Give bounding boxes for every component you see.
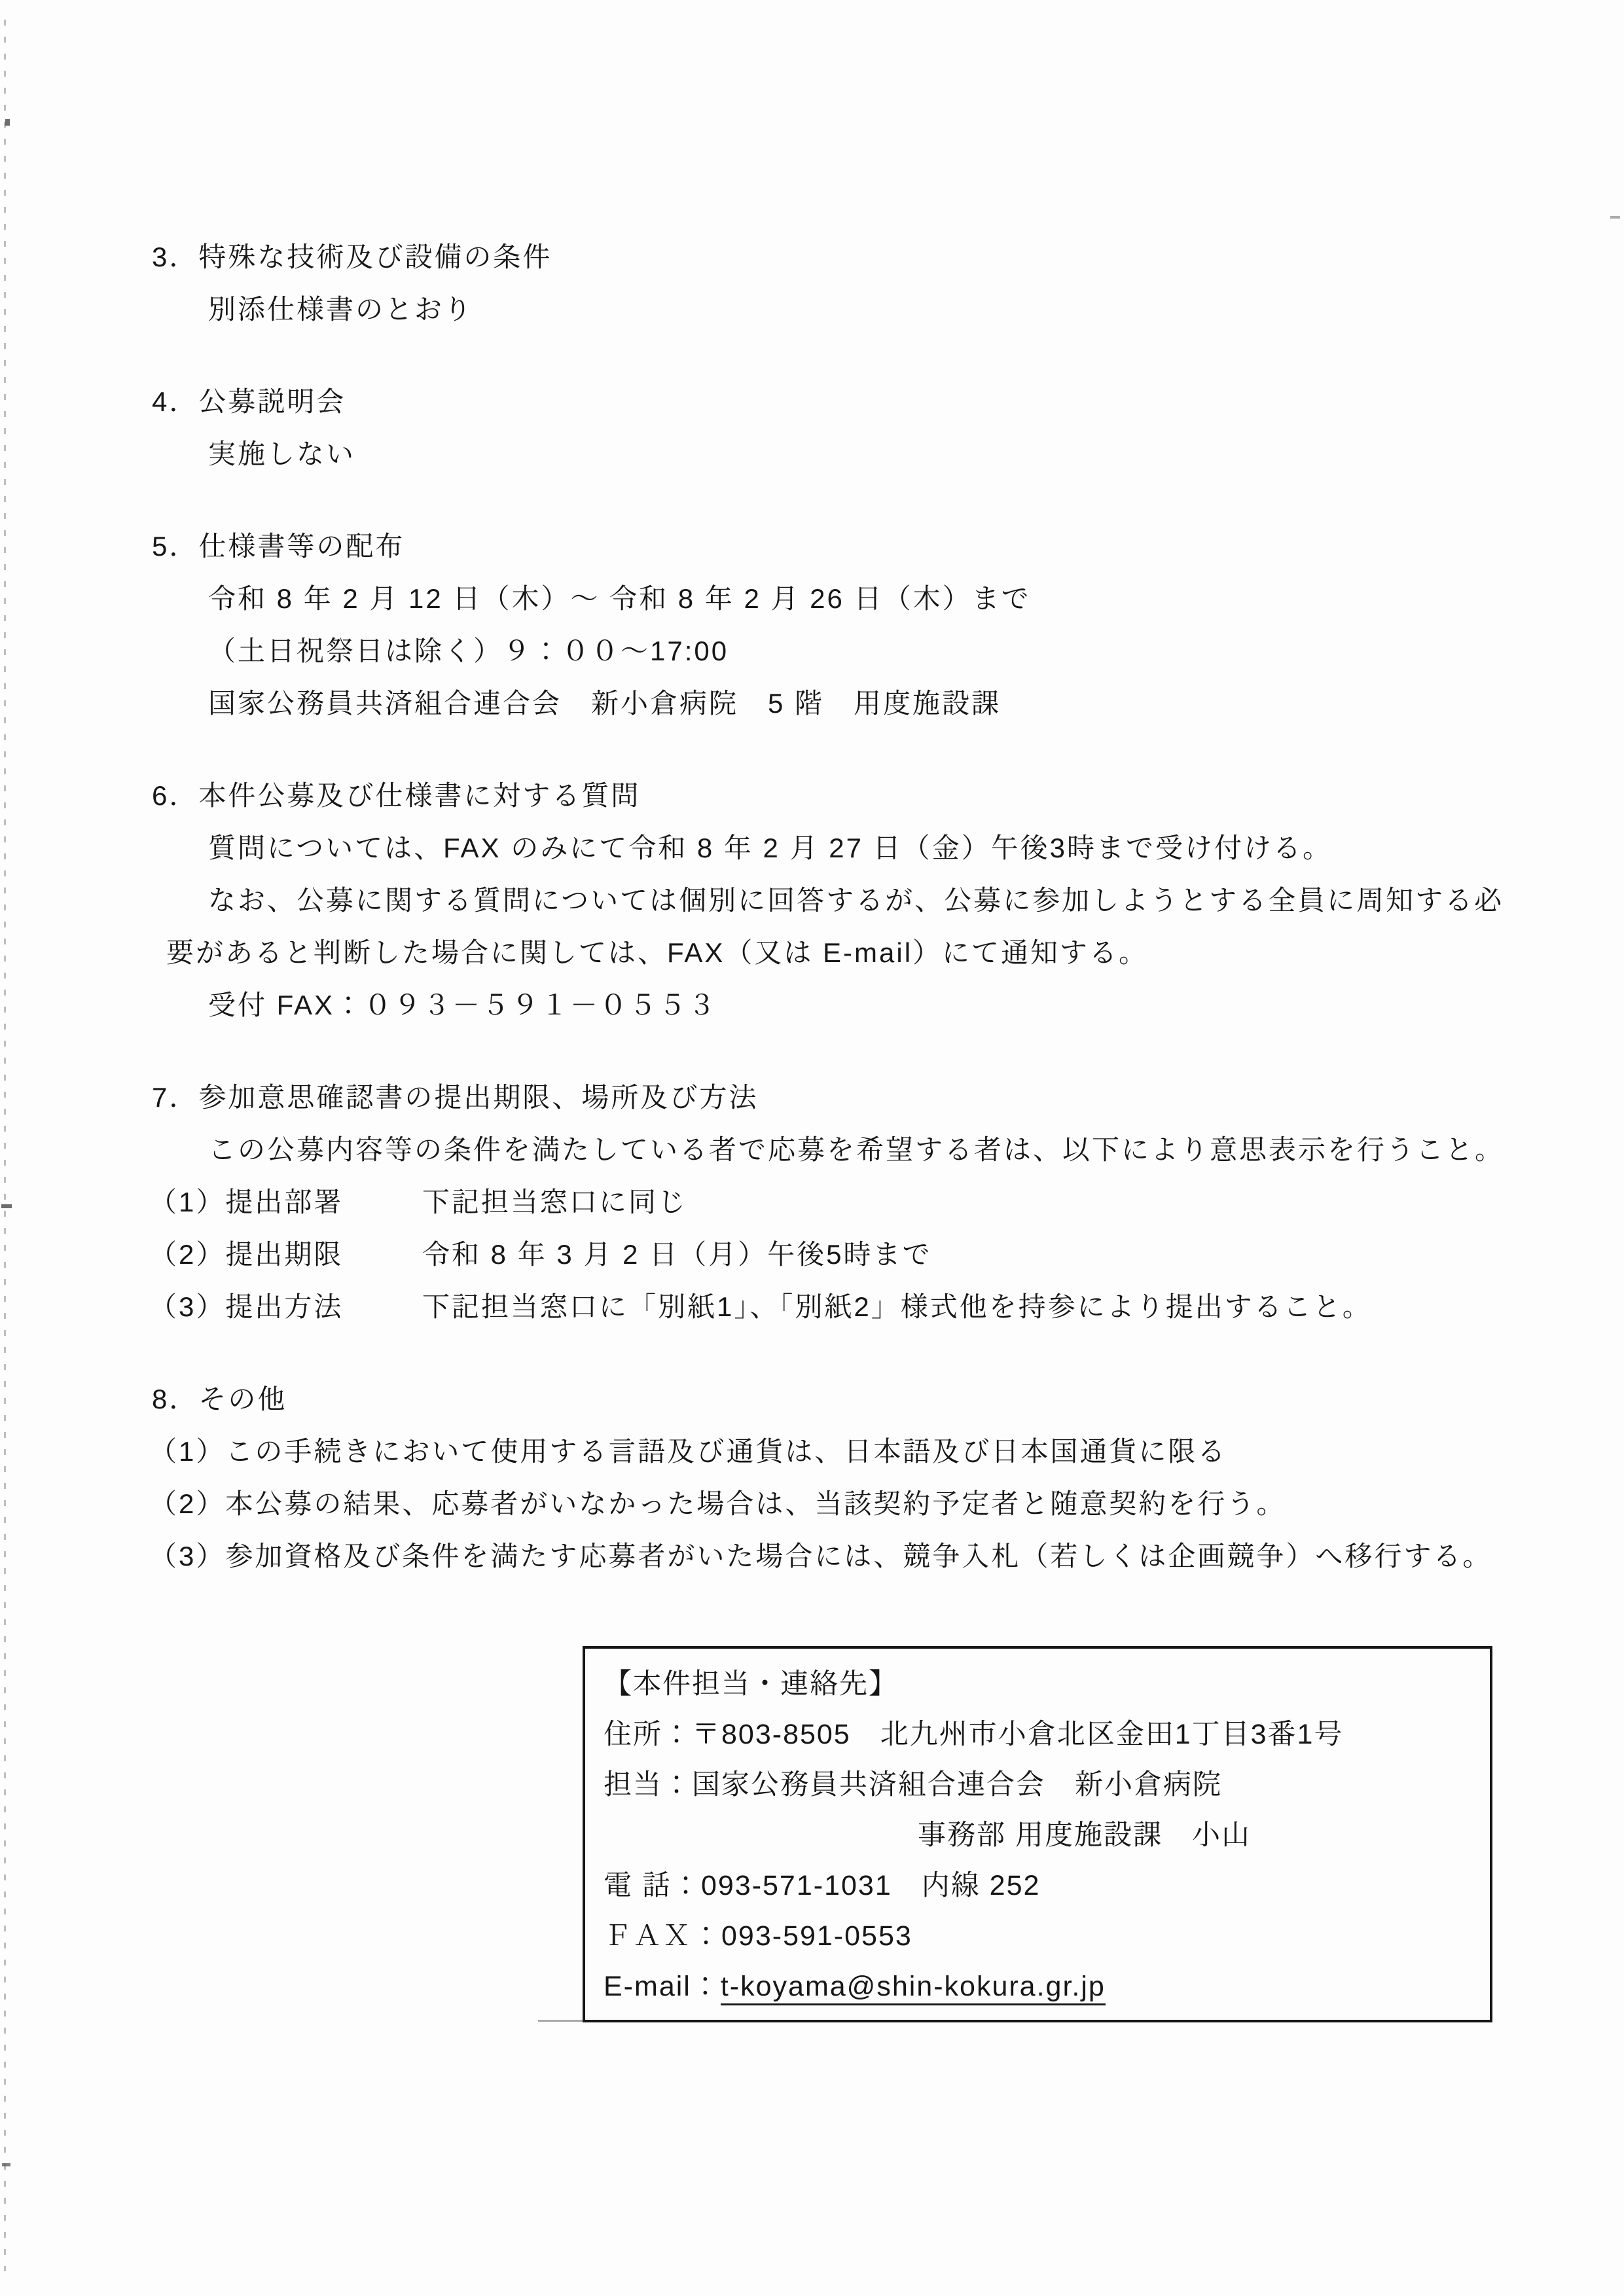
email-label: E-mail： bbox=[604, 1971, 721, 2002]
section-8-item: （1）この手続きにおいて使用する言語及び通貨は、日本語及び日本国通貨に限る bbox=[149, 1436, 1227, 1467]
section-3-heading: 3．特殊な技術及び設備の条件 bbox=[152, 242, 552, 272]
section-5-line: 国家公務員共済組合連合会 新小倉病院 5 階 用度施設課 bbox=[208, 688, 1001, 719]
section-4 bbox=[0, 376, 1624, 480]
section-5-line: （土日祝祭日は除く）９：００～17:00 bbox=[208, 636, 729, 666]
scan-speck bbox=[2, 2163, 10, 2166]
section-4-line: 実施しない bbox=[208, 439, 356, 469]
section-6-line: 要があると判断した場合に関しては、FAX（又は E-mail）にて通知する。 bbox=[166, 937, 1149, 968]
section-8 bbox=[0, 1373, 1624, 1583]
section-7-item bbox=[0, 1176, 1624, 1229]
section-5 bbox=[0, 520, 1624, 730]
item-label: （2）提出期限 bbox=[149, 1239, 344, 1270]
section-7 bbox=[0, 1071, 1624, 1333]
contact-charge: 担当：国家公務員共済組合連合会 新小倉病院 bbox=[604, 1769, 1222, 1801]
section-6-line: 質問については、FAX のみにて令和 8 年 2 月 27 日（金）午後3時まで受け付ける。 bbox=[208, 833, 1333, 863]
scan-speck bbox=[1610, 216, 1620, 219]
section-3-line: 別添仕様書のとおり bbox=[208, 294, 474, 325]
section-6-line: なお、公募に関する質問については個別に回答するが、公募に参加しようとする全員に周知する必 bbox=[208, 885, 1504, 916]
section-6-fax-line: 受付 FAX：０９３－５９１－０５５３ bbox=[208, 990, 718, 1020]
section-5-heading: 5．仕様書等の配布 bbox=[152, 531, 405, 562]
section-4-heading: 4．公募説明会 bbox=[152, 386, 346, 417]
section-7-heading: 7．参加意思確認書の提出期限、場所及び方法 bbox=[152, 1082, 759, 1113]
contact-box bbox=[583, 1646, 1492, 2022]
contact-fax: ＦＡＸ：093-591-0553 bbox=[604, 1920, 912, 1952]
section-6-heading: 6．本件公募及び仕様書に対する質問 bbox=[152, 780, 641, 811]
item-value: 下記担当窓口に「別紙1」、「別紙2」様式他を持参により提出すること。 bbox=[422, 1291, 1372, 1322]
contact-phone: 電 話：093-571-1031 内線 252 bbox=[604, 1870, 1041, 1901]
section-8-item: （3）参加資格及び条件を満たす応募者がいた場合には、競争入札（若しくは企画競争）へ移行する。 bbox=[149, 1541, 1492, 1571]
section-5-line: 令和 8 年 2 月 12 日（木）～ 令和 8 年 2 月 26 日（木）まで bbox=[208, 583, 1031, 614]
contact-address: 住所：〒803-8505 北九州市小倉北区金田1丁目3番1号 bbox=[604, 1719, 1344, 1750]
section-7-item bbox=[0, 1229, 1624, 1281]
contact-box-title: 【本件担当・連絡先】 bbox=[604, 1668, 898, 1700]
item-value: 下記担当窓口に同じ bbox=[422, 1187, 688, 1217]
section-8-heading: 8．その他 bbox=[152, 1384, 287, 1414]
item-label: （3）提出方法 bbox=[149, 1291, 344, 1322]
section-7-intro: この公募内容等の条件を満たしている者で応募を希望する者は、以下により意思表示を行うこと。 bbox=[208, 1134, 1505, 1165]
item-label: （1）提出部署 bbox=[149, 1187, 344, 1217]
contact-email-line bbox=[604, 1962, 1474, 2012]
scan-speck bbox=[5, 119, 10, 126]
section-6 bbox=[0, 770, 1624, 1031]
section-8-item: （2）本公募の結果、応募者がいなかった場合は、当該契約予定者と随意契約を行う。 bbox=[149, 1488, 1286, 1519]
section-7-item bbox=[0, 1281, 1624, 1333]
email-address: t-koyama@shin-kokura.gr.jp bbox=[721, 1971, 1106, 2005]
contact-department: 事務部 用度施設課 小山 bbox=[918, 1820, 1251, 1851]
document-body bbox=[0, 231, 1624, 1583]
section-3 bbox=[0, 231, 1624, 336]
item-value: 令和 8 年 3 月 2 日（月）午後5時まで bbox=[422, 1239, 932, 1270]
